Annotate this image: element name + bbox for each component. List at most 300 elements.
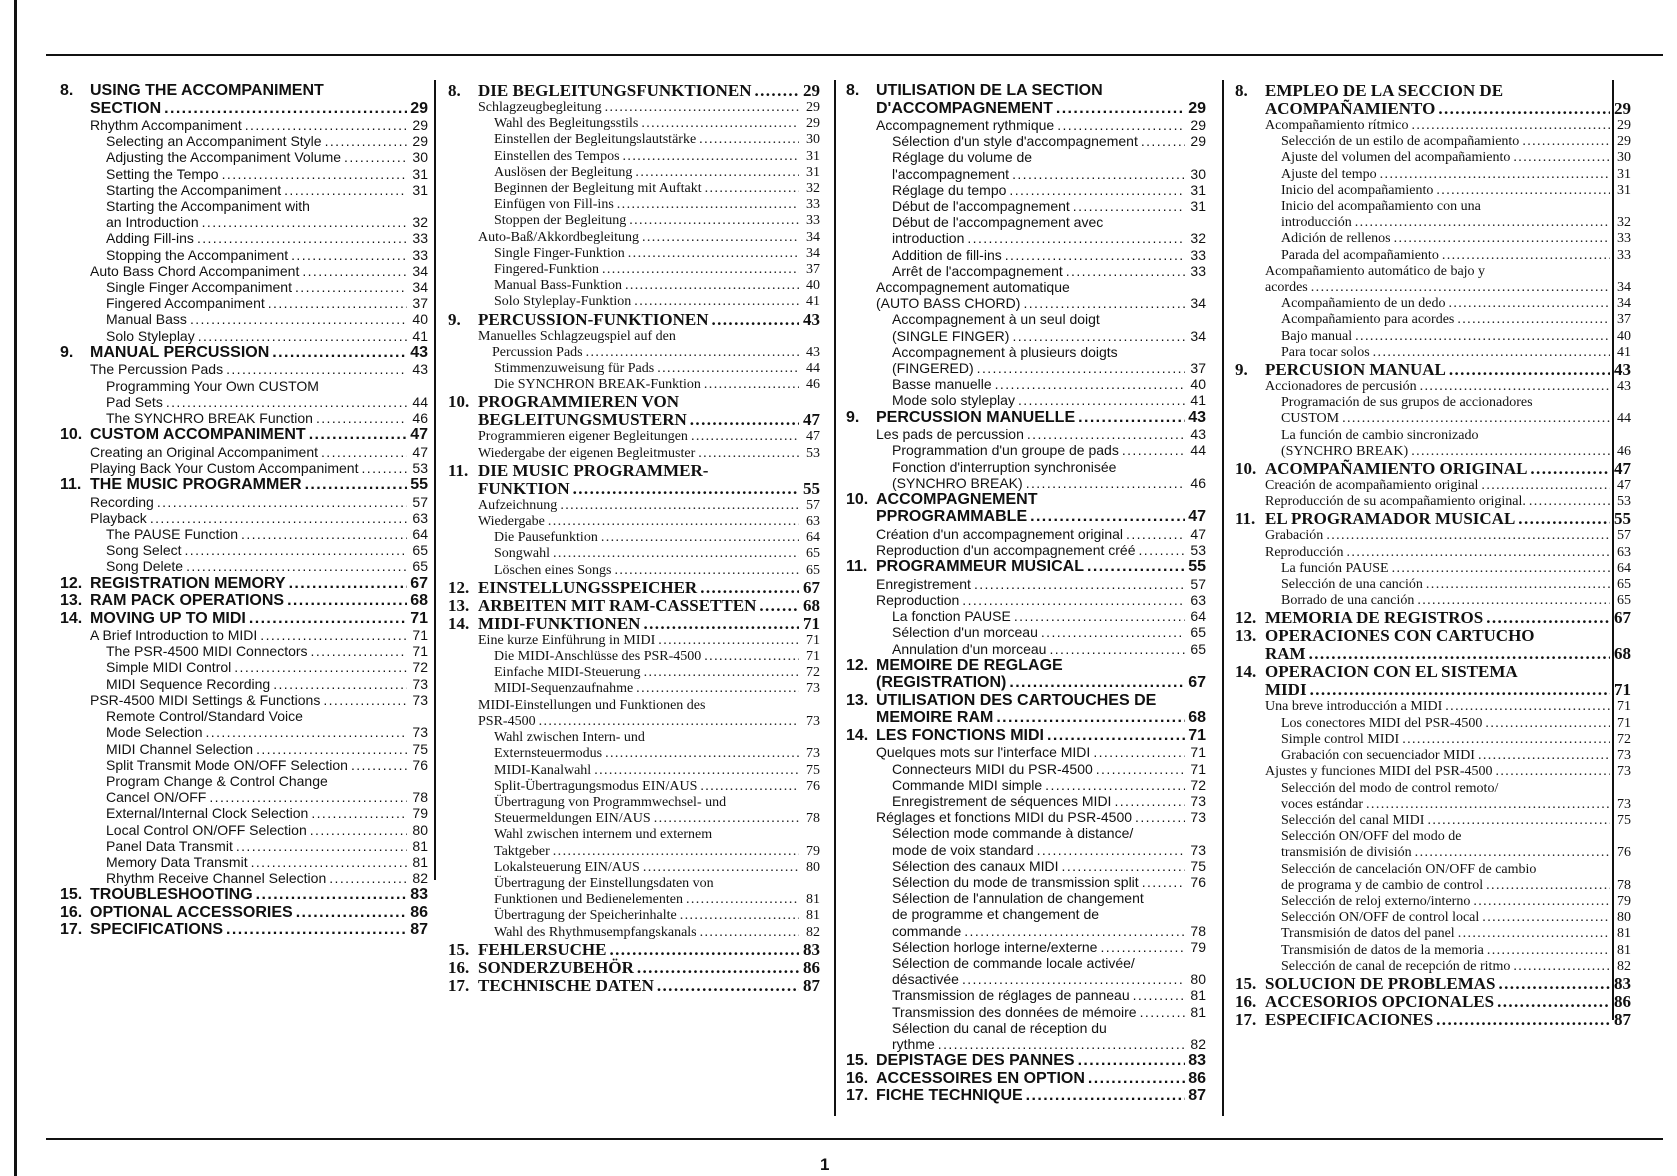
page-ref: 47 <box>412 443 428 460</box>
page-ref: 82 <box>1190 1036 1206 1053</box>
page-ref: 83 <box>803 939 820 959</box>
page-ref: 73 <box>1617 764 1631 780</box>
chapter-number: 9. <box>60 343 74 361</box>
toc-subsection-entry <box>60 805 428 821</box>
page-ref: 73 <box>412 675 428 692</box>
toc-line <box>478 345 820 361</box>
chapter-number: 11. <box>846 558 868 576</box>
toc-line <box>106 805 428 821</box>
page-ref: 44 <box>1617 411 1631 427</box>
entry-title-text: Playing Back Your Custom Accompaniment <box>90 459 359 476</box>
dot-leader <box>256 886 407 904</box>
page-ref: 29 <box>412 117 428 133</box>
dot-leader <box>1478 748 1610 764</box>
chapter-number: 14. <box>846 726 869 744</box>
toc-subsection-entry <box>846 182 1206 198</box>
toc-line <box>1265 460 1631 478</box>
toc-section-entry <box>60 460 428 476</box>
toc-chapter-entry <box>448 959 820 977</box>
dot-leader <box>1355 329 1610 345</box>
toc-line <box>892 874 1206 890</box>
dot-leader <box>548 514 799 530</box>
page-ref: 34 <box>412 279 428 296</box>
dot-leader <box>602 262 799 278</box>
chapter-title-text: EINSTELLUNGSSPEICHER <box>478 577 698 597</box>
toc-line <box>892 442 1206 458</box>
entry-title-text: Acompañamiento de un dedo <box>1281 296 1446 312</box>
toc-line <box>876 426 1206 442</box>
toc-line <box>1281 926 1631 942</box>
toc-line <box>1265 494 1631 510</box>
dot-leader <box>284 182 407 198</box>
toc-line <box>478 82 820 100</box>
page-ref: 71 <box>410 609 428 627</box>
entry-title-text: Una breve introducción a MIDI <box>1265 699 1443 715</box>
toc-chapter-entry <box>1235 609 1631 627</box>
toc-section-entry <box>1235 379 1631 395</box>
entry-title-text: Fingered Accompaniment <box>106 295 265 312</box>
chapter-title-text: MANUAL PERCUSSION <box>90 343 270 361</box>
toc-chapter-entry <box>448 597 820 615</box>
toc-subsection-entry <box>60 133 428 149</box>
chapter-title-block <box>1265 993 1631 1011</box>
chapter-title-text: SPECIFICATIONS <box>90 921 224 939</box>
toc-line <box>892 858 1206 874</box>
toc-line <box>494 665 820 681</box>
dot-leader <box>1394 231 1610 247</box>
toc-line <box>892 328 1206 344</box>
entry-title-text: Song Delete <box>106 558 184 575</box>
toc-subsection-entry <box>60 676 428 692</box>
entry-title-text: Sélection du canal de réception du <box>892 1019 1107 1036</box>
toc-subsection-entry <box>448 132 820 148</box>
entry-title-text: Adjusting the Accompaniment Volume <box>106 149 342 166</box>
chapter-number: 11. <box>60 476 82 494</box>
toc-line <box>892 641 1206 657</box>
chapter-title-block <box>478 82 820 100</box>
toc-subsection-entry <box>448 377 820 393</box>
toc-line <box>494 876 820 892</box>
toc-subsection-entry <box>1235 732 1631 748</box>
entry-title-text: Selección de un estilo de acompañamiento <box>1281 134 1520 150</box>
entry-title-text: Acompañamiento rítmico <box>1265 118 1409 133</box>
toc-line <box>90 460 428 476</box>
dot-leader <box>234 659 407 675</box>
dot-leader <box>321 444 407 460</box>
toc-line <box>1265 264 1631 280</box>
toc-line <box>1265 379 1631 395</box>
toc-line <box>90 344 428 362</box>
dot-leader <box>974 576 1185 592</box>
toc-subsection-entry <box>846 939 1206 955</box>
toc-section-entry <box>846 426 1206 442</box>
entry-title-text: transmisión de división <box>1281 845 1412 861</box>
entry-title-text: Grabación con secuenciador MIDI <box>1281 748 1475 764</box>
entry-title-text: désactivée <box>892 971 959 988</box>
page-ref: 79 <box>1617 893 1631 909</box>
entry-title-text: Enregistrement de séquences MIDI <box>892 793 1112 809</box>
entry-title-text: (SYNCHRO BREAK) <box>892 474 1023 491</box>
page-ref: 83 <box>1188 1052 1206 1070</box>
toc-subsection-entry <box>60 659 428 675</box>
page-ref: 34 <box>1190 327 1206 344</box>
toc-chapter-entry <box>448 393 820 429</box>
toc-chapter-entry <box>846 409 1206 427</box>
entry-title-text: Simple MIDI Control <box>106 659 232 676</box>
toc-line <box>494 649 820 665</box>
toc-line <box>1281 894 1631 910</box>
chapter-number: 10. <box>846 490 869 508</box>
dot-leader <box>295 279 407 295</box>
toc-chapter-entry <box>60 426 428 444</box>
entry-title-text: Auto-Baß/Akkordbegleitung <box>478 229 639 245</box>
entry-title-text: External/Internal Clock Selection <box>106 805 309 822</box>
dot-leader <box>614 563 799 579</box>
chapter-title-text: MIDI <box>1265 680 1307 700</box>
entry-title-text: Aufzeichnung <box>478 497 558 513</box>
page-ref: 55 <box>410 476 428 494</box>
toc-subsection-entry <box>1235 959 1631 975</box>
dot-leader <box>1445 699 1610 715</box>
entry-title-text: Eine kurze Einführung in MIDI <box>478 632 656 648</box>
dot-leader <box>1041 624 1185 640</box>
chapter-title-text: EL PROGRAMADOR MUSICAL <box>1265 509 1516 529</box>
chapter-title-text: (REGISTRATION) <box>876 674 1007 692</box>
toc-subsection-entry <box>60 708 428 740</box>
toc-line <box>876 409 1206 427</box>
toc-chapter-entry <box>1235 993 1631 1011</box>
entry-title-text: The Percussion Pads <box>90 361 224 378</box>
toc-subsection-entry <box>448 530 820 546</box>
chapter-title-block <box>90 886 428 904</box>
toc-subsection-entry <box>448 563 820 579</box>
chapter-title-text: RAM PACK OPERATIONS <box>90 592 285 610</box>
chapter-title-block <box>90 904 428 922</box>
page-ref: 37 <box>412 295 428 312</box>
entry-title-text: Accompagnement automatique <box>876 279 1070 296</box>
dot-leader <box>1141 133 1185 149</box>
toc-line <box>494 377 820 393</box>
toc-subsection-entry <box>1235 296 1631 312</box>
entry-title-text: Die SYNCHRON BREAK-Funktion <box>494 377 701 393</box>
chapter-title-text: ACCESSOIRES EN OPTION <box>876 1069 1085 1087</box>
entry-title-text: Stimmenzuweisung für Pads <box>494 361 655 377</box>
toc-section-entry <box>448 329 820 361</box>
dot-leader <box>1126 526 1185 542</box>
entry-title-text: Einstellen der Begleitungslautstärke <box>494 132 697 148</box>
page-ref: 87 <box>410 921 428 939</box>
page-ref: 82 <box>412 870 428 887</box>
dot-leader <box>1458 926 1610 942</box>
chapter-title-block <box>876 558 1206 576</box>
dot-leader <box>1087 558 1185 576</box>
entry-title-text: Mode solo styleplay <box>892 392 1015 409</box>
toc-line <box>1281 312 1631 328</box>
entry-title-text: de programa y de cambio de control <box>1281 877 1484 893</box>
toc-line <box>1281 845 1631 861</box>
toc-section-entry <box>448 230 820 246</box>
page-ref: 43 <box>1614 360 1631 380</box>
page-ref: 71 <box>806 649 820 665</box>
page-ref: 65 <box>412 558 428 575</box>
dot-leader <box>1012 328 1185 344</box>
dot-leader <box>609 941 799 959</box>
chapter-number: 15. <box>1235 973 1257 993</box>
toc-line <box>494 827 820 843</box>
dot-leader <box>226 921 407 939</box>
entry-title-text: Wiedergabe <box>478 514 545 530</box>
chapter-number: 9. <box>1235 360 1248 380</box>
binding-edge-line <box>14 0 17 1176</box>
toc-line <box>1281 577 1631 593</box>
dot-leader <box>964 923 1185 939</box>
toc-subsection-entry <box>846 761 1206 777</box>
chapter-title-block <box>478 977 820 995</box>
entry-title-text: Selección ON/OFF de control local <box>1281 910 1480 926</box>
page-ref: 71 <box>412 643 428 660</box>
toc-line <box>106 822 428 838</box>
toc-line <box>892 825 1206 841</box>
toc-subsection-entry <box>1235 248 1631 264</box>
toc-line <box>90 921 428 939</box>
toc-section-entry <box>448 514 820 530</box>
page-ref: 68 <box>410 592 428 610</box>
entry-title-text: Ajustes y funciones MIDI del PSR-4500 <box>1265 764 1493 780</box>
toc-subsection-entry <box>448 546 820 562</box>
toc-line <box>892 906 1206 922</box>
toc-line <box>1265 100 1631 118</box>
dot-leader <box>1438 100 1610 118</box>
page-ref: 81 <box>1190 987 1206 1004</box>
dot-leader <box>1347 545 1610 561</box>
toc-subsection-entry <box>60 311 428 327</box>
entry-title-text: A Brief Introduction to MIDI <box>90 627 258 644</box>
page-ref: 87 <box>1188 1087 1206 1105</box>
page-ref: 31 <box>806 164 820 180</box>
page-ref: 33 <box>1617 247 1631 263</box>
entry-title-text: Steuermeldungen EIN/AUS <box>494 811 651 827</box>
toc-subsection-entry <box>1235 781 1631 813</box>
chapter-title-block <box>90 344 428 362</box>
page-ref: 41 <box>806 294 820 310</box>
dot-leader <box>245 117 407 133</box>
page-ref: 73 <box>1190 809 1206 826</box>
chapter-title-text: PROGRAMMIEREN VON <box>478 392 679 412</box>
toc-line <box>1281 797 1631 813</box>
toc-line <box>478 977 820 995</box>
toc-subsection-entry <box>448 681 820 697</box>
toc-subsection-entry <box>60 822 428 838</box>
page-ref: 75 <box>412 740 428 757</box>
dot-leader <box>1486 878 1610 894</box>
dot-leader <box>644 665 799 681</box>
page-ref: 40 <box>1617 328 1631 344</box>
toc-line <box>90 263 428 279</box>
page-ref: 33 <box>1190 246 1206 263</box>
entry-title-text: Einfache MIDI-Steuerung <box>494 665 641 681</box>
dot-leader <box>643 860 799 876</box>
chapter-title-text: D'ACCOMPAGNEMENT <box>876 99 1053 117</box>
page-ref: 78 <box>1617 877 1631 893</box>
dot-leader <box>1415 845 1610 861</box>
page-ref: 34 <box>1617 296 1631 312</box>
toc-line <box>892 987 1206 1003</box>
chapter-number: 9. <box>846 408 860 426</box>
toc-line <box>478 615 820 633</box>
toc-chapter-entry <box>846 692 1206 727</box>
entry-title-text: Para tocar solos <box>1281 344 1370 360</box>
toc-section-entry <box>1235 528 1631 544</box>
dot-leader <box>344 149 407 165</box>
toc-section-entry <box>846 117 1206 133</box>
toc-section-entry <box>846 576 1206 592</box>
dot-leader <box>711 311 799 329</box>
dot-leader <box>1009 674 1185 692</box>
page-ref: 65 <box>1190 624 1206 641</box>
chapter-title-text: PERCUSION MANUAL <box>1265 360 1446 380</box>
toc-subsection-entry <box>60 295 428 311</box>
chapter-title-block <box>1265 627 1631 663</box>
toc-subsection-entry <box>448 197 820 213</box>
chapter-title-block <box>1265 361 1631 379</box>
toc-line <box>1281 813 1631 829</box>
entry-title-text: Reproducción de su acompañamiento original. <box>1265 494 1526 510</box>
page-ref: 65 <box>1190 640 1206 657</box>
page-ref: 86 <box>1188 1069 1206 1087</box>
chapter-number: 15. <box>60 886 83 904</box>
entry-title-text: Arrêt de l'accompagnement <box>892 262 1063 279</box>
toc-line <box>90 426 428 444</box>
chapter-number: 11. <box>1235 509 1256 529</box>
toc-line <box>1265 82 1631 100</box>
page-ref: 29 <box>412 133 428 150</box>
page-ref: 80 <box>412 821 428 838</box>
chapter-title-block <box>1265 663 1631 699</box>
page-ref: 78 <box>806 811 820 827</box>
dot-leader <box>361 460 407 476</box>
page-ref: 32 <box>412 214 428 231</box>
chapter-title-block <box>90 426 428 444</box>
page-ref: 53 <box>806 445 820 461</box>
dot-leader <box>553 844 799 860</box>
chapter-number: 17. <box>846 1087 869 1105</box>
entry-title-text: Réglages et fonctions MIDI du PSR-4500 <box>876 809 1133 826</box>
dot-leader <box>594 763 799 779</box>
toc-line <box>1265 478 1631 494</box>
entry-title-text: Percussion Pads <box>492 344 583 360</box>
entry-title-text: Solo Styleplay <box>106 327 195 344</box>
entry-title-text: Manual Bass-Funktion <box>494 278 622 294</box>
toc-line <box>876 692 1206 710</box>
toc-section-entry <box>1235 699 1631 715</box>
page-ref: 33 <box>1617 231 1631 247</box>
toc-section-entry <box>60 510 428 526</box>
page-ref: 31 <box>806 148 820 164</box>
page-ref: 80 <box>806 859 820 875</box>
toc-line <box>478 411 820 429</box>
dot-leader <box>1496 764 1611 780</box>
page-ref: 75 <box>1617 812 1631 828</box>
page-ref: 82 <box>806 924 820 940</box>
toc-line <box>494 925 820 941</box>
chapter-title-block <box>876 1070 1206 1088</box>
toc-line <box>90 692 428 708</box>
entry-title-text: Transmisión de datos del panel <box>1281 926 1455 942</box>
entry-title-text: Borrado de una canción <box>1281 593 1415 609</box>
page-ref: 81 <box>806 908 820 924</box>
toc-subsection-entry <box>1235 748 1631 764</box>
toc-line <box>1265 361 1631 379</box>
toc-line <box>478 579 820 597</box>
toc-subsection-entry <box>60 542 428 558</box>
toc-chapter-entry <box>448 579 820 597</box>
toc-line <box>1281 296 1631 312</box>
chapter-title-block <box>90 82 428 117</box>
toc-line <box>1281 199 1631 215</box>
entry-title-text: Selección de una canción <box>1281 577 1423 593</box>
dot-leader <box>1530 460 1610 478</box>
toc-subsection-entry <box>846 263 1206 279</box>
entry-title-text: Inicio del acompañamiento con una <box>1281 199 1481 215</box>
page-ref: 47 <box>1188 508 1206 526</box>
toc-subsection-entry <box>60 328 428 344</box>
dot-leader <box>1310 681 1610 699</box>
entry-title-text: Songwahl <box>494 546 550 562</box>
toc-line <box>892 842 1206 858</box>
toc-line <box>90 510 428 526</box>
toc-line <box>1281 329 1631 345</box>
dot-leader <box>1420 379 1610 395</box>
toc-chapter-entry <box>846 727 1206 745</box>
toc-line <box>106 643 428 659</box>
chapter-title-text: THE MUSIC PROGRAMMER <box>90 476 302 494</box>
entry-title-text: The SYNCHRO BREAK Function <box>106 409 313 426</box>
page-ref: 72 <box>806 665 820 681</box>
page-ref: 47 <box>1617 478 1631 494</box>
dot-leader <box>698 446 799 462</box>
toc-chapter-entry <box>448 82 820 100</box>
toc-line <box>1281 345 1631 361</box>
toc-line <box>1281 395 1631 411</box>
page-ref: 33 <box>806 213 820 229</box>
toc-line <box>106 214 428 230</box>
dot-leader <box>296 904 407 922</box>
toc-line <box>106 838 428 854</box>
toc-line <box>1265 280 1631 296</box>
entry-title-text: Sélection d'un morceau <box>892 624 1038 641</box>
toc-chapter-entry <box>1235 975 1631 993</box>
chapter-title-text: USING THE ACCOMPANIMENT <box>90 82 324 99</box>
column-divider <box>1222 80 1224 1116</box>
chapter-title-text: SOLUCION DE PROBLEMAS <box>1265 973 1496 993</box>
toc-subsection-entry <box>448 827 820 859</box>
page-ref: 78 <box>412 789 428 806</box>
dot-leader <box>1498 975 1610 993</box>
toc-line <box>1281 781 1631 797</box>
toc-subsection-entry <box>1235 943 1631 959</box>
chapter-title-text: REGISTRATION MEMORY <box>90 574 286 592</box>
page-ref: 86 <box>1614 991 1631 1011</box>
chapter-title-text: BEGLEITUNGSMUSTERN <box>478 410 687 430</box>
toc-subsection-entry <box>1235 577 1631 593</box>
dot-leader <box>1497 993 1610 1011</box>
page-ref: 76 <box>1190 874 1206 891</box>
chapter-number: 17. <box>1235 1009 1257 1029</box>
dot-leader <box>641 116 799 132</box>
toc-chapter-entry <box>1235 510 1631 528</box>
dot-leader <box>1309 645 1610 663</box>
toc-line <box>1265 609 1631 627</box>
